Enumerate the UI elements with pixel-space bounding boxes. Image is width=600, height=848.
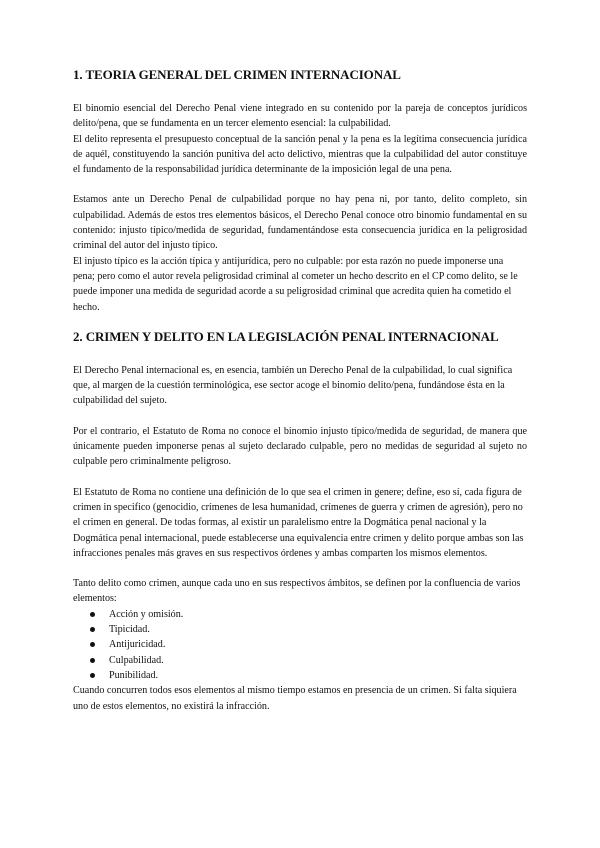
section-2-paragraph-3: El Estatuto de Roma no contiene una definición de lo que sea el crimen in genere; define, eso sí, cada figura de crimen in specifico (genocidio, crímenes de lesa humanidad, crímenes de guerra y crimen de agresión), pero no el crimen en general. De todas formas, al existir un paralelismo entre la Dogmática penal nacional y la Dogmática penal internacional, puede establecerse una equivalencia entre crimen y delito porque ambas son las infracciones penales más graves en sus respectivos órdenes y ambas comparten los mismos elementos. — [73, 486, 524, 559]
document-body — [73, 66, 527, 714]
section-2-paragraph-1: El Derecho Penal internacional es, en esencia, también un Derecho Penal de la culpabilidad, lo cual significa que, al margen de la cuestión terminológica, ese sector acoge el binomio delito/pena, fundándose ésta en la culpabilidad del sujeto. — [73, 364, 513, 407]
list-item: Acción y omisión. — [73, 607, 527, 622]
bullet-icon — [90, 612, 95, 617]
bullet-icon — [90, 658, 95, 663]
list-item: Antijuricidad. — [73, 637, 527, 652]
section-1-paragraph-2: El delito representa el presupuesto conceptual de la sanción penal y la pena es la legítima consecuencia jurídica de aquél, constituyendo la sanción punitiva del acto delictivo, mientras que la culpabilidad del autor constituye el fundamento de la responsabilidad jurídica determinante de la imposición legal de una pena. — [73, 133, 527, 176]
elements-list — [73, 607, 527, 683]
bullet-icon — [90, 673, 95, 678]
list-item: Tipicidad. — [73, 622, 527, 637]
bullet-icon — [90, 627, 95, 632]
section-1-paragraph-3: Estamos ante un Derecho Penal de culpabilidad porque no hay pena ni, por tanto, delito completo, sin culpabilidad. Además de estos tres elementos básicos, el Derecho Penal conoce otro binomio fundamental en su contenido: injusto típico/medida de seguridad, fundamentándose esta consecuencia jurídica en la peligrosidad criminal del autor del injusto típico. — [73, 194, 527, 252]
section-1-paragraph-4: El injusto típico es la acción típica y antijurídica, pero no culpable: por esta razón no puede imponerse una pena; pero como el autor revela peligrosidad criminal al cometer un hecho descrito en el CP como delito, se le puede imponer una medida de seguridad acorde a su peligrosidad criminal que acredita quien ha cometido el hecho. — [73, 255, 518, 313]
section-2-paragraph-5: Cuando concurren todos esos elementos al mismo tiempo estamos en presencia de un crimen. Si falta siquiera uno de estos elementos, no existirá la infracción. — [73, 685, 517, 712]
list-item: Punibilidad. — [73, 668, 527, 683]
list-item: Culpabilidad. — [73, 653, 527, 668]
section-1-paragraph-1: El binomio esencial del Derecho Penal viene integrado en su contenido por la pareja de conceptos jurídicos delito/pena, que se fundamenta en un tercer elemento esencial: la culpabilidad. — [73, 103, 527, 130]
section-2-paragraph-2: Por el contrario, el Estatuto de Roma no conoce el binomio injusto típico/medida de seguridad, de manera que únicamente pueden imponerse penas al sujeto declarado culpable, pero no medidas de seguridad al sujeto no culpable pero criminalmente peligroso. — [73, 425, 527, 468]
section-2-heading: 2. CRIMEN Y DELITO EN LA LEGISLACIÓN PENAL INTERNACIONAL — [73, 328, 499, 344]
section-2-paragraph-4: Tanto delito como crimen, aunque cada uno en sus respectivos ámbitos, se definen por la confluencia de varios elementos: — [73, 578, 521, 605]
bullet-icon — [90, 642, 95, 647]
section-1-heading: 1. TEORIA GENERAL DEL CRIMEN INTERNACIONAL — [73, 67, 401, 82]
